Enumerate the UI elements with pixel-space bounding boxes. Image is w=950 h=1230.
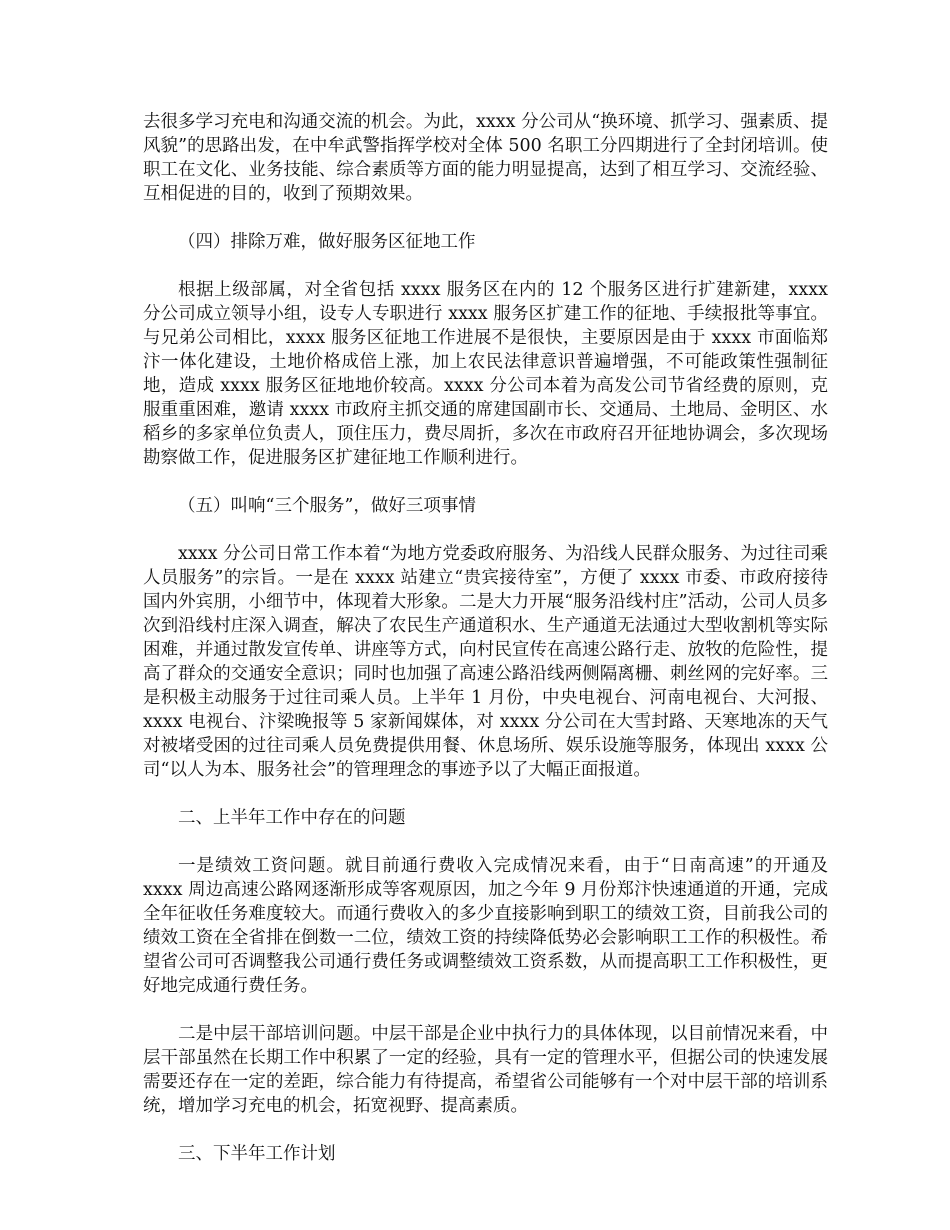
paragraph-middle-management-training: 二是中层干部培训问题。中层干部是企业中执行力的具体体现，以目前情况来看，中层干部虽然在长期工作中积累了一定的经验，具有一定的管理水平，但据公司的快速发展需要还存在一定的差距，综合能力有待提高，希望省公司能够有一个对中层干部的培训系统，增加学习充电的机会，拓宽视野、提高素质。 — [143, 1024, 828, 1116]
section-heading-three-services: （五）叫响“三个服务”，做好三项事情 — [178, 496, 476, 516]
paragraph-land-acquisition: 根据上级部属，对全省包括 xxxx 服务区在内的 12 个服务区进行扩建新建，xxxx 分公司成立领导小组，设专人专职进行 xxxx 服务区扩建工作的征地、手续报批等事宜。与兄弟公司相比，xxxx 服务区征地工作进展不是很快，主要原因是由于 xxxx 市面临郑汴一体化建设，土地价格成倍上涨，加上农民法律意识普遍增强，不可能政策性强制征地，造成 xxxx 服务区征地地价较高。xxxx 分公司本着为高发公司节省经费的原则，克服重重困难，邀请 xxxx 市政府主抓交通的席建国副市长、交通局、土地局、金明区、水稻乡的多家单位负责人，顶住压力，费尽周折，多次在市政府召开征地协调会，多次现场勘察做工作，促进服务区扩建征地工作顺利进行。 — [143, 280, 828, 468]
document-page — [143, 110, 828, 1190]
section-heading-land-acquisition: （四）排除万难，做好服务区征地工作 — [178, 232, 476, 252]
paragraph-three-services: xxxx 分公司日常工作本着“为地方党委政府服务、为沿线人民群众服务、为过往司乘人员服务”的宗旨。一是在 xxxx 站建立“贵宾接待室”，方便了 xxxx 市委、市政府接待国内外宾朋，小细节中，体现着大形象。二是大力开展“服务沿线村庄”活动，公司人员多次到沿线村庄深入调查，解决了农民生产通道积水、生产通道无法通过大型收割机等实际困难，并通过散发宣传单、讲座等方式，向村民宣传在高速公路行走、放牧的危险性，提高了群众的交通安全意识；同时也加强了高速公路沿线两侧隔离栅、刺丝网的完好率。三是积极主动服务于过往司乘人员。上半年 1 月份，中央电视台、河南电视台、大河报、xxxx 电视台、汴梁晚报等 5 家新闻媒体，对 xxxx 分公司在大雪封路、天寒地冻的天气对被堵受困的过往司乘人员免费提供用餐、休息场所、娱乐设施等服务，体现出 xxxx 公司“以人为本、服务社会”的管理理念的事迹予以了大幅正面报道。 — [143, 544, 828, 780]
paragraph-performance-pay: 一是绩效工资问题。就目前通行费收入完成情况来看，由于“日南高速”的开通及 xxxx 周边高速公路网逐渐形成等客观原因，加之今年 9 月份郑汴快速通道的开通，完成全年征收任务难度较大。而通行费收入的多少直接影响到职工的绩效工资，目前我公司的绩效工资在全省排在倒数一二位，绩效工资的持续降低势必会影响职工工作的积极性。希望省公司可否调整我公司通行费任务或调整绩效工资系数，从而提高职工工作积极性，更好地完成通行费任务。 — [143, 856, 828, 996]
section-heading-problems: 二、上半年工作中存在的问题 — [178, 808, 406, 828]
section-heading-second-half-plan: 三、下半年工作计划 — [178, 1144, 336, 1164]
paragraph-training: 去很多学习充电和沟通交流的机会。为此，xxxx 分公司从“换环境、抓学习、强素质、提风貌”的思路出发，在中牟武警指挥学校对全体 500 名职工分四期进行了全封闭培训。使职工在文化、业务技能、综合素质等方面的能力明显提高，达到了相互学习、交流经验、互相促进的目的，收到了预期效果。 — [143, 112, 828, 204]
